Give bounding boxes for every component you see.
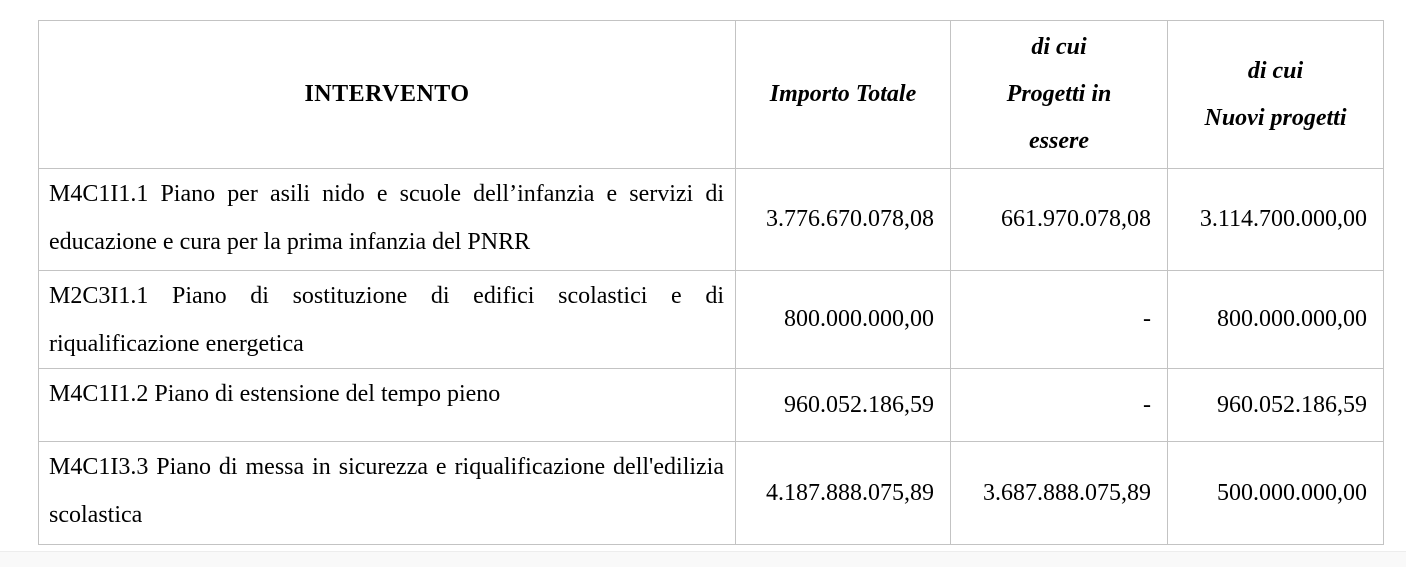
progetti-in-essere-cell: 661.970.078,08	[951, 169, 1168, 271]
column-header-nuovi-progetti-line1: di cui	[1247, 57, 1304, 84]
nuovi-progetti-cell: 960.052.186,59	[1168, 369, 1384, 442]
column-header-progetti-in-essere-line2: Progetti in	[1006, 81, 1112, 107]
progetti-in-essere-cell: 3.687.888.075,89	[951, 442, 1168, 545]
nuovi-progetti-cell: 3.114.700.000,00	[1168, 169, 1384, 271]
intervento-cell: M4C1I1.2 Piano di estensione del tempo pieno	[39, 369, 736, 442]
nuovi-progetti-cell: 500.000.000,00	[1168, 442, 1384, 545]
progetti-in-essere-cell: -	[951, 369, 1168, 442]
intervento-cell: M4C1I3.3 Piano di messa in sicurezza e riqualificazione dell'edilizia scolastica	[39, 442, 736, 545]
column-header-progetti-in-essere-line3: essere	[1029, 128, 1089, 154]
table-header-row	[39, 21, 1384, 169]
column-header-progetti-in-essere	[951, 21, 1168, 169]
interventi-pnrr-table	[38, 20, 1384, 545]
intervento-cell: M2C3I1.1 Piano di sostituzione di edifici scolastici e di riqualificazione energetica	[39, 271, 736, 369]
page-edge-strip	[0, 551, 1406, 567]
column-header-progetti-in-essere-line1: di cui	[1031, 34, 1087, 60]
importo-totale-cell: 800.000.000,00	[736, 271, 951, 369]
table-row	[39, 169, 1384, 271]
nuovi-progetti-cell: 800.000.000,00	[1168, 271, 1384, 369]
column-header-nuovi-progetti	[1168, 21, 1384, 169]
intervento-cell: M4C1I1.1 Piano per asili nido e scuole dell’infanzia e servizi di educazione e cura per la prima infanzia del PNRR	[39, 169, 736, 271]
column-header-intervento-label: INTERVENTO	[304, 81, 470, 107]
column-header-intervento	[39, 21, 736, 169]
importo-totale-cell: 4.187.888.075,89	[736, 442, 951, 545]
importo-totale-cell: 960.052.186,59	[736, 369, 951, 442]
column-header-nuovi-progetti-line2: Nuovi progetti	[1204, 104, 1347, 131]
column-header-importo-totale	[736, 21, 951, 169]
table-row	[39, 442, 1384, 545]
table-row	[39, 369, 1384, 442]
importo-totale-cell: 3.776.670.078,08	[736, 169, 951, 271]
progetti-in-essere-cell: -	[951, 271, 1168, 369]
column-header-importo-totale-label: Importo Totale	[769, 81, 917, 107]
table-row	[39, 271, 1384, 369]
